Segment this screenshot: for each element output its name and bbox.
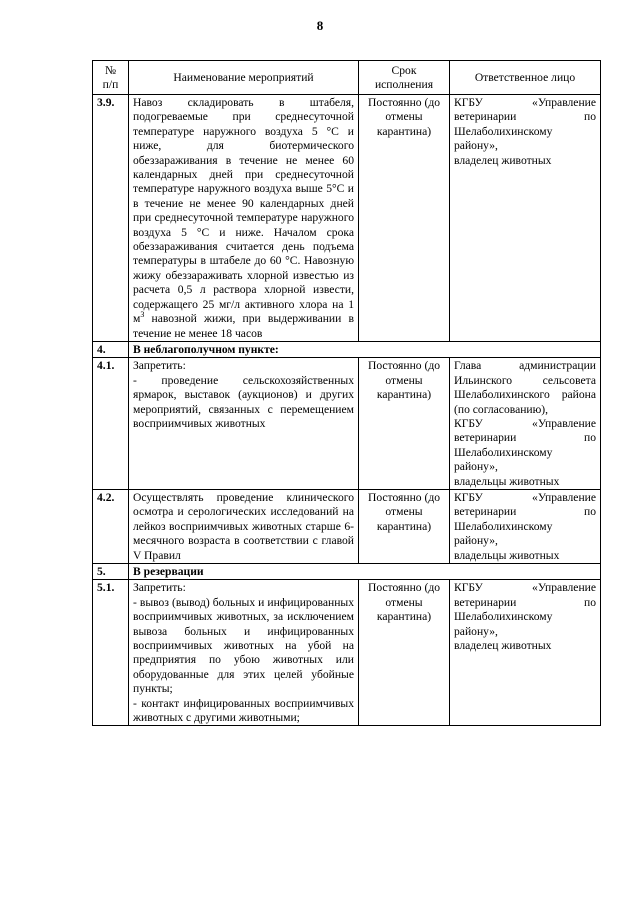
header-responsible: Ответственное лицо — [450, 61, 601, 95]
section-number: 4. — [93, 341, 129, 357]
row-number: 4.1. — [93, 358, 129, 490]
responsible-text: Глава администрации Ильинского сельсовета Шелаболихинского района (по согласованию), КГБУ «Управление ветеринарии по Шелаболихинскому району», владельцы животных — [450, 358, 601, 490]
header-term: Срок исполнения — [359, 61, 450, 95]
table-row — [93, 95, 601, 342]
term-text: Постоянно (до отмены карантина) — [359, 358, 450, 490]
section-title: В резервации — [129, 564, 601, 580]
measure-text: Запретить: - проведение сельскохозяйственных ярмарок, выставок (аукционов) и других мероприятий, связанных с перемещением восприимчивых животных — [129, 358, 359, 490]
header-name: Наименование мероприятий — [129, 61, 359, 95]
header-num: № п/п — [93, 61, 129, 95]
row-number: 5.1. — [93, 580, 129, 726]
measure-text: Осуществлять проведение клинического осмотра и серологических исследований на лейкоз восприимчивых животных старше 6-месячного возраста в соответствии с главой V Правил — [129, 489, 359, 563]
responsible-text: КГБУ «Управление ветеринарии по Шелаболихинскому району», владельцы животных — [450, 489, 601, 563]
responsible-text: КГБУ «Управление ветеринарии по Шелаболихинскому району», владелец животных — [450, 95, 601, 342]
term-text: Постоянно (до отмены карантина) — [359, 95, 450, 342]
table-row — [93, 580, 601, 726]
table-row — [93, 489, 601, 563]
section-title: В неблагополучном пункте: — [129, 341, 601, 357]
page-number: 8 — [316, 18, 324, 33]
term-text: Постоянно (до отмены карантина) — [359, 580, 450, 726]
table-header-row — [93, 61, 601, 95]
measure-text: Навоз складировать в штабеля, подогреваемые при среднесуточной температуре наружного воздуха 5 °С и ниже, для биотермического обеззараживания в течение не менее 60 календарных дней при среднесуточной температуре наружного воздуха выше 5°С и в течение не менее 90 календарных дней при среднесуточной температуре наружного воздуха 5 °С и ниже. Началом срока обеззараживания считается день подъема температуры в штабеле до 60 °С. Навозную жижу обеззараживать хлорной известью из расчета 0,5 л раствора хлорной извести, содержащего 25 мг/л активного хлора на 1 $м^3$ навозной жижи, при выдерживании в течение не менее 18 часов — [129, 95, 359, 342]
responsible-text: КГБУ «Управление ветеринарии по Шелаболихинскому району», владелец животных — [450, 580, 601, 726]
measure-text: Запретить: - вывоз (вывод) больных и инфицированных восприимчивых животных, за исключением вывоза больных и инфицированных восприимчивых животных на убой на предприятия по убою животных или оборудованные для этих целей убойные пункты; - контакт инфицированных восприимчивых животных с другими животными; — [129, 580, 359, 726]
row-number: 4.2. — [93, 489, 129, 563]
section-row — [93, 341, 601, 357]
section-row — [93, 564, 601, 580]
term-text: Постоянно (до отмены карантина) — [359, 489, 450, 563]
section-number: 5. — [93, 564, 129, 580]
measures-table — [92, 60, 601, 726]
table-row — [93, 358, 601, 490]
row-number: 3.9. — [93, 95, 129, 342]
